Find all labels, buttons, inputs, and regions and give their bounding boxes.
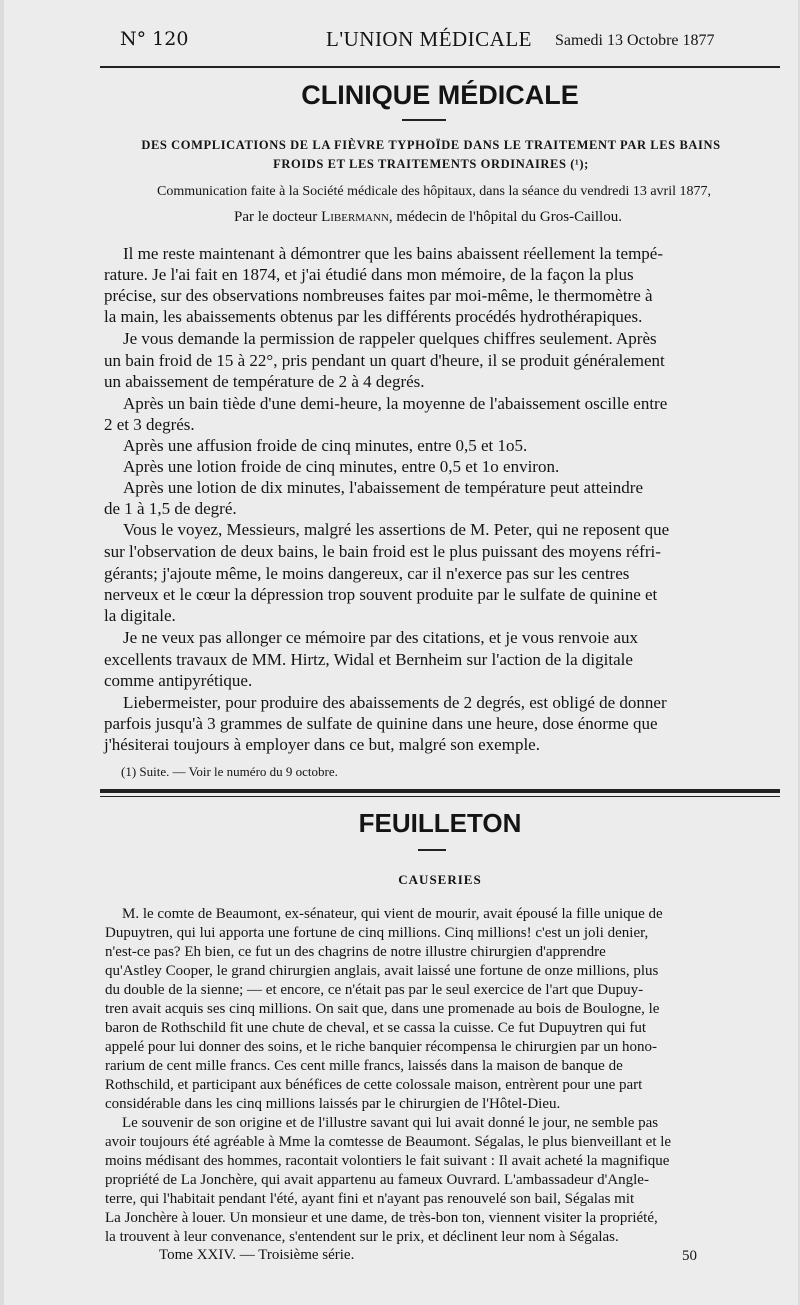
body-line: Après une lotion froide de cinq minutes, entre 0,5 et 1o environ.	[123, 457, 560, 476]
page-number: 50	[682, 1248, 697, 1264]
section-separator-thin	[100, 796, 780, 797]
body-line: la main, les abaissements obtenus par les différents procédés hydrothérapiques.	[104, 307, 643, 326]
body-line: un abaissement de température de 2 à 4 degrés.	[104, 372, 425, 391]
body-line: Je ne veux pas allonger ce mémoire par des citations, et je vous renvoie aux	[123, 628, 639, 647]
body-line: Je vous demande la permission de rappeler quelques chiffres seulement. Après	[123, 329, 657, 348]
body-line: Après un bain tiède d'une demi-heure, la moyenne de l'abaissement oscille entre	[123, 394, 668, 413]
subtitle-line-2: FROIDS ET LES TRAITEMENTS ORDINAIRES (¹);	[273, 157, 589, 171]
author-name: Libermann	[321, 209, 389, 225]
feuilleton-line: M. le comte de Beaumont, ex-sénateur, qui vient de mourir, avait épousé la fille unique de	[122, 906, 663, 922]
feuilleton-line: baron de Rothschild fit une chute de cheval, et se cassa la cuisse. Ce fut Dupuytren qui fut	[105, 1020, 647, 1036]
volume-footer: Tome XXIV. — Troisième série.	[159, 1247, 355, 1263]
feuilleton-line: moins médisant des hommes, racontait volontiers le fait suivant : Il avait acheté la magnifique	[105, 1153, 670, 1169]
body-line: Après une lotion de dix minutes, l'abaissement de température peut atteindre	[123, 478, 643, 497]
feuilleton-line: terre, qui l'habitait pendant l'été, ayant fini et n'ayant pas renouvelé son bail, Ségalas mit	[105, 1191, 635, 1207]
feuilleton-line: appelé pour lui donner des soins, et le riche banquier récompensa le chirurgien par un hono-	[105, 1039, 658, 1055]
body-line: la digitale.	[104, 606, 176, 625]
feuilleton-subheading: CAUSERIES	[398, 872, 482, 887]
body-line: comme antipyrétique.	[104, 671, 253, 690]
body-line: excellents travaux de MM. Hirtz, Widal et Bernheim sur l'action de la digitale	[104, 650, 633, 669]
body-line: de 1 à 1,5 de degré.	[104, 499, 237, 518]
body-line: gérants; j'ajoute même, le moins dangereux, car il n'exerce pas sur les centres	[104, 564, 630, 583]
feuilleton-line: la trouvent à leur convenance, s'entendent sur le prix, et déclinent leur nom à Ségalas.	[105, 1229, 619, 1245]
article-subtitle	[104, 136, 758, 174]
body-line: nerveux et le cœur la dépression trop souvent produite par le sulfate de quinine et	[104, 585, 658, 604]
body-line: un bain froid de 15 à 22°, pris pendant un quart d'heure, il se produit généralement	[104, 351, 665, 370]
feuilleton-line: rarium de cent mille francs. Ces cent mille francs, laissés dans la maison de banque de	[105, 1058, 623, 1074]
journal-title: L'UNION MÉDICALE	[326, 27, 533, 51]
feuilleton-line: La Jonchère à louer. Un monsieur et une dame, de très-bon ton, viennent visiter la propriété,	[105, 1210, 658, 1226]
feuilleton-line: Le souvenir de son origine et de l'illustre savant qui lui avait donné le jour, ne semble pas	[122, 1115, 659, 1131]
body-line: parfois jusqu'à 3 grammes de sulfate de quinine dans une heure, dose énorme que	[104, 714, 658, 733]
feuilleton-line: avoir toujours été agréable à Mme la comtesse de Beaumont. Ségalas, le plus bienveillant et le	[105, 1134, 672, 1150]
feuilleton-line: qu'Astley Cooper, le grand chirurgien anglais, avait laissé une fortune de onze millions, plus	[105, 963, 659, 979]
author-prefix: Par le docteur	[234, 209, 322, 225]
feuilleton-line: considérable dans les cinq millions laissés par le chirurgien de l'Hôtel-Dieu.	[105, 1096, 561, 1112]
feuilleton-line: n'est-ce pas? Eh bien, ce fut un des chagrins de notre illustre chirurgien d'apprendre	[105, 944, 606, 960]
body-line: sur l'observation de deux bains, le bain froid est le plus puissant des moyens réfri-	[104, 542, 661, 561]
section-separator	[100, 789, 780, 793]
feuilleton-line: tren avait acquis ses cinq millions. On sait que, dans une promenade au bois de Boulogne, le	[105, 1001, 660, 1017]
subtitle-line-1: DES COMPLICATIONS DE LA FIÈVRE TYPHOÏDE DANS LE TRAITEMENT PAR LES BAINS	[141, 138, 721, 152]
body-line: Il me reste maintenant à démontrer que les bains abaissent réellement la tempé-	[123, 244, 664, 263]
body-line: précise, sur des observations nombreuses faites par moi-même, le thermomètre à	[104, 286, 653, 305]
feuilleton-line: propriété de La Jonchère, qui avait appartenu au fameux Ouvrard. L'ambassadeur d'Angle-	[105, 1172, 649, 1188]
footnote: (1) Suite. — Voir le numéro du 9 octobre.	[121, 764, 338, 779]
body-line: Vous le voyez, Messieurs, malgré les assertions de M. Peter, qui ne reposent que	[123, 520, 670, 539]
author-suffix: , médecin de l'hôpital du Gros-Caillou.	[388, 209, 622, 225]
body-line: Après une affusion froide de cinq minutes, entre 0,5 et 1o5.	[123, 436, 528, 455]
newspaper-page	[4, 0, 798, 1305]
author-line	[100, 209, 756, 226]
body-line: j'hésiterai toujours à employer dans ce but, malgré son exemple.	[104, 735, 540, 754]
feuilleton-line: Rothschild, et participant aux bénéfices de cette colossale maison, entrèrent pour une part	[105, 1077, 643, 1093]
section-title-clinique: CLINIQUE MÉDICALE	[301, 80, 579, 110]
feuilleton-divider	[418, 849, 446, 851]
feuilleton-line: du double de la sienne; — et encore, ce n'était pas par le seul exercice de l'art que Dupuy-	[105, 982, 644, 998]
body-line: 2 et 3 degrés.	[104, 415, 195, 434]
feuilleton-line: Dupuytren, qui lui apporta une fortune de cinq millions. Cinq millions! c'est un joli denier,	[105, 925, 649, 941]
body-line: Liebermeister, pour produire des abaissements de 2 degrés, est obligé de donner	[123, 693, 667, 712]
section-title-feuilleton: FEUILLETON	[358, 808, 522, 838]
communication-note: Communication faite à la Société médicale des hôpitaux, dans la séance du vendredi 13 avril 1877,	[157, 184, 711, 199]
issue-number: N° 120	[120, 28, 189, 50]
issue-date: Samedi 13 Octobre 1877	[555, 32, 715, 49]
header-rule	[100, 66, 780, 68]
title-divider	[402, 119, 446, 121]
body-line: rature. Je l'ai fait en 1874, et j'ai étudié dans mon mémoire, de la façon la plus	[104, 265, 634, 284]
